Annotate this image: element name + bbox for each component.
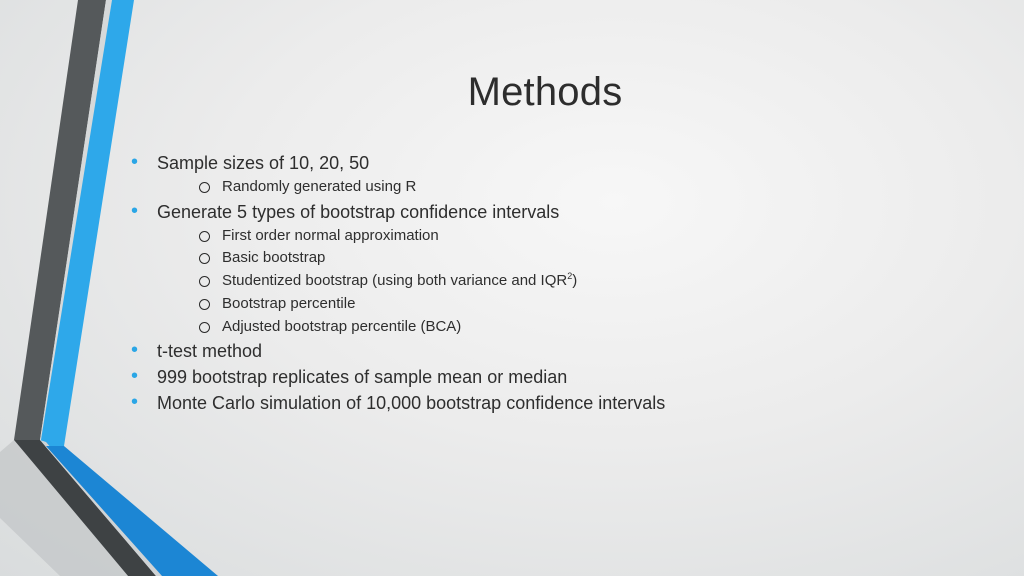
hollow-circle-icon [199,253,210,264]
superscript: 2 [567,271,573,282]
hollow-circle-icon [199,276,210,287]
bullet-replicates [130,364,830,390]
sub-bullet-item [157,293,830,316]
bullet-text: 999 bootstrap replicates of sample mean or median [157,367,568,388]
hollow-circle-icon [199,322,210,333]
bullet-sample-sizes [130,150,830,199]
bullet-text: Sample sizes of 10, 20, 50 [157,153,370,173]
bullet-bootstrap-types [130,199,830,339]
sub-bullet-item [157,270,830,293]
bullet-list [130,150,830,416]
bullet-dot-icon: • [131,151,139,173]
bullet-dot-icon: • [131,391,139,414]
sub-bullet-text: Basic bootstrap [222,249,326,267]
bullet-dot-icon: • [131,199,139,222]
sub-bullet-item [157,225,830,248]
bullet-monte-carlo [130,390,830,416]
hollow-circle-icon [199,231,210,242]
bullet-text: Generate 5 types of bootstrap confidence intervals [157,201,560,222]
sub-bullet-text: Bootstrap percentile [222,294,356,312]
sub-bullet-text: Randomly generated using R [222,178,417,195]
bullet-text: t-test method [157,341,263,362]
sub-bullet-item [157,247,830,270]
sub-bullet-item [157,316,830,339]
sub-bullet-text: First order normal approximation [222,226,439,244]
sub-bullet-item [157,176,830,199]
hollow-circle-icon [199,182,210,193]
hollow-circle-icon [199,299,210,310]
bullet-dot-icon: • [131,339,139,362]
sub-bullet-text: Adjusted bootstrap percentile (BCA) [222,317,462,335]
sub-bullet-list [157,225,830,339]
sub-bullet-text: Studentized bootstrap (using both variance and IQR [222,272,568,290]
sub-bullet-list [157,176,830,199]
bullet-dot-icon: • [131,365,139,388]
closing-paren: ) [572,272,578,290]
slide-title: Methods [467,70,623,114]
bullet-text: Monte Carlo simulation of 10,000 bootstrap confidence intervals [157,393,666,414]
bullet-t-test [130,338,830,364]
